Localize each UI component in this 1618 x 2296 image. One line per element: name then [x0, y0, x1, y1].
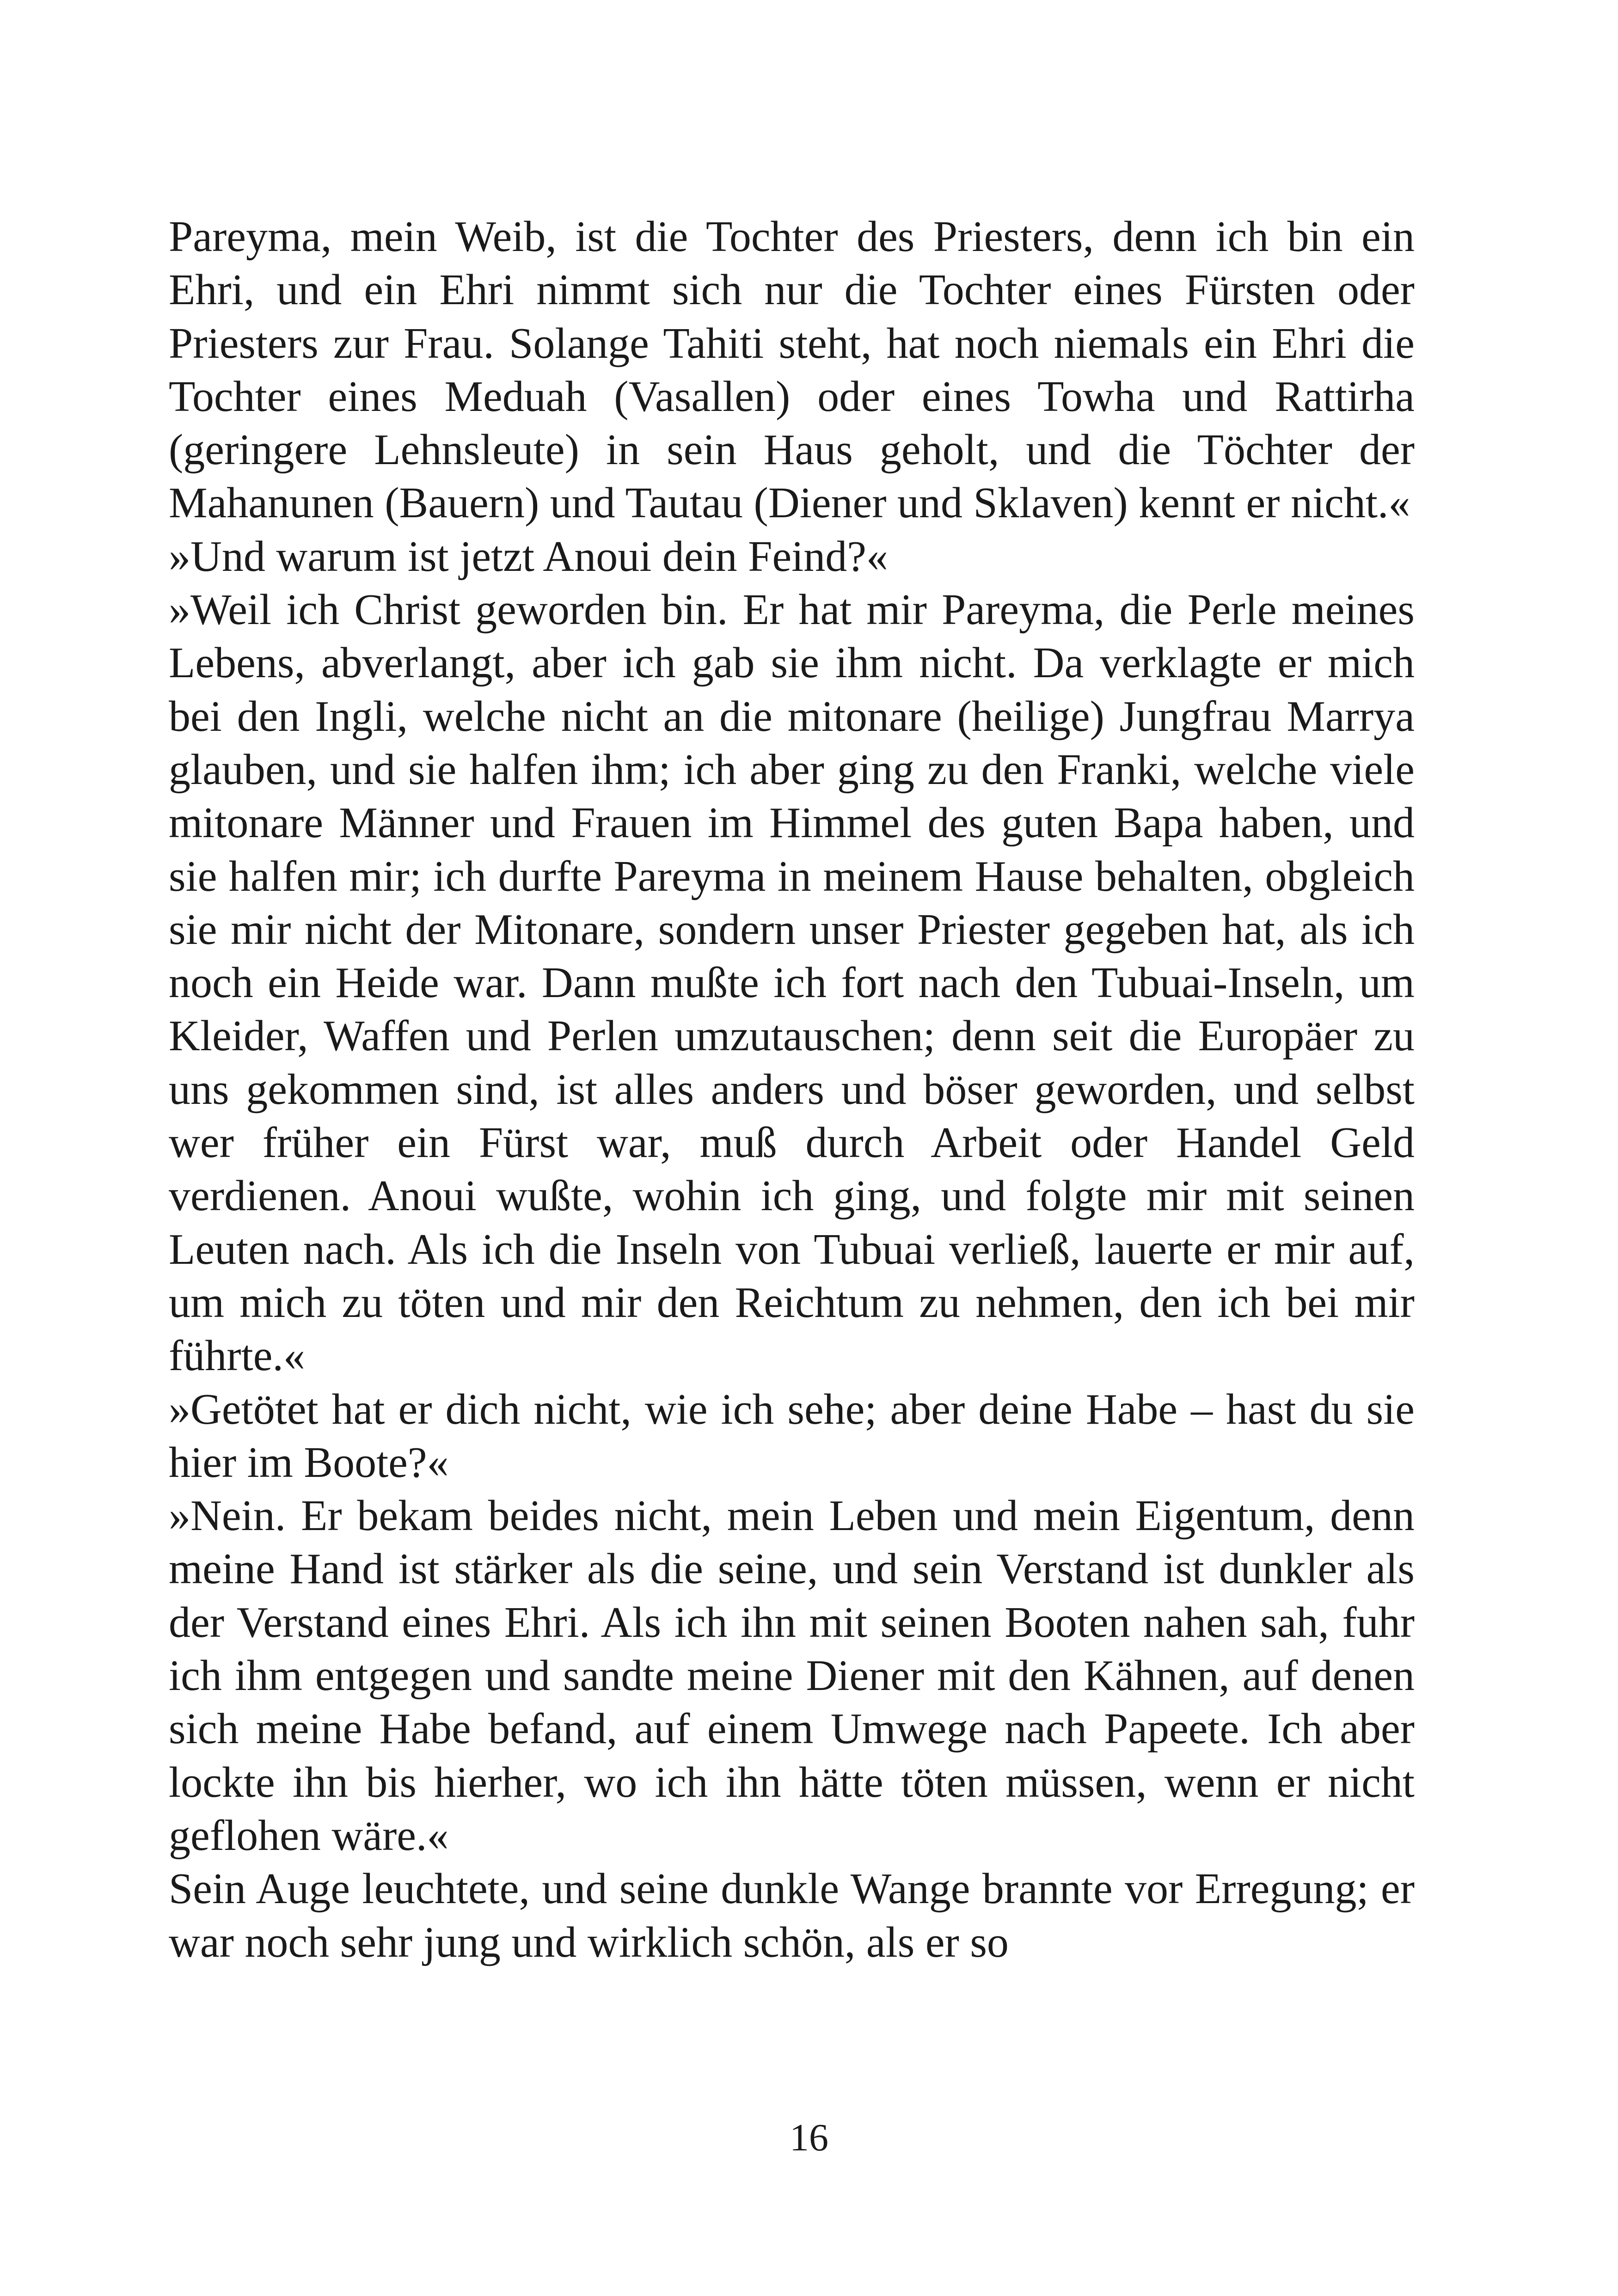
- paragraph-6: Sein Auge leuchtete, und seine dunkle Wange brannte vor Erregung; er war noch sehr jung und wirklich schön, als er so: [169, 1865, 1415, 1966]
- paragraph-4: »Getötet hat er dich nicht, wie ich sehe; aber deine Habe – hast du sie hier im Boote?«: [169, 1385, 1415, 1487]
- page-number: 16: [790, 2116, 828, 2159]
- paragraph-2: »Und warum ist jetzt Anoui dein Feind?«: [169, 532, 889, 581]
- paragraph-3: »Weil ich Christ geworden bin. Er hat mir Pareyma, die Perle meines Lebens, abverlangt, aber ich gab sie ihm nicht. Da verklagte er mich bei den Ingli, welche nicht an die mitonare (heilige) Jungfrau Marrya glauben, und sie halfen ihm; ich aber ging zu den Franki, welche viele mitonare Männer und Frauen im Himmel des guten Bapa haben, und sie halfen mir; ich durfte Pareyma in meinem Hause behalten, obgleich sie mir nicht der Mitonare, sondern unser Priester gegeben hat, als ich noch ein Heide war. Dann mußte ich fort nach den Tubuai-Inseln, um Kleider, Waffen und Perlen umzutauschen; denn seit die Europäer zu uns gekommen sind, ist alles anders und böser geworden, und selbst wer früher ein Fürst war, muß durch Arbeit oder Handel Geld verdienen. Anoui wußte, wohin ich ging, und folgte mir mit seinen Leuten nach. Als ich die Inseln von Tubuai verließ, lauerte er mir auf, um mich zu töten und mir den Reichtum zu nehmen, den ich bei mir führte.«: [169, 586, 1415, 1380]
- paragraph-1: Pareyma, mein Weib, ist die Tochter des Priesters, denn ich bin ein Ehri, und ein Ehri nimmt sich nur die Tochter eines Fürsten oder Priesters zur Frau. Solange Tahiti steht, hat noch niemals ein Ehri die Tochter eines Meduah (Vasallen) oder eines Towha und Rattirha (geringere Lehnsleute) in sein Haus geholt, und die Töchter der Mahanunen (Bauern) und Tautau (Diener und Sklaven) kennt er nicht.«: [169, 213, 1415, 527]
- paragraph-5: »Nein. Er bekam beides nicht, mein Leben und mein Eigentum, denn meine Hand ist stärker als die seine, und sein Verstand ist dunkler als der Verstand eines Ehri. Als ich ihn mit seinen Booten nahen sah, fuhr ich ihm entgegen und sandte meine Diener mit den Kähnen, auf denen sich meine Habe befand, auf einem Umwege nach Papeete. Ich aber lockte ihn bis hierher, wo ich ihn hätte töten müssen, wenn er nicht geflohen wäre.«: [169, 1492, 1415, 1860]
- body-text: [169, 210, 1415, 1969]
